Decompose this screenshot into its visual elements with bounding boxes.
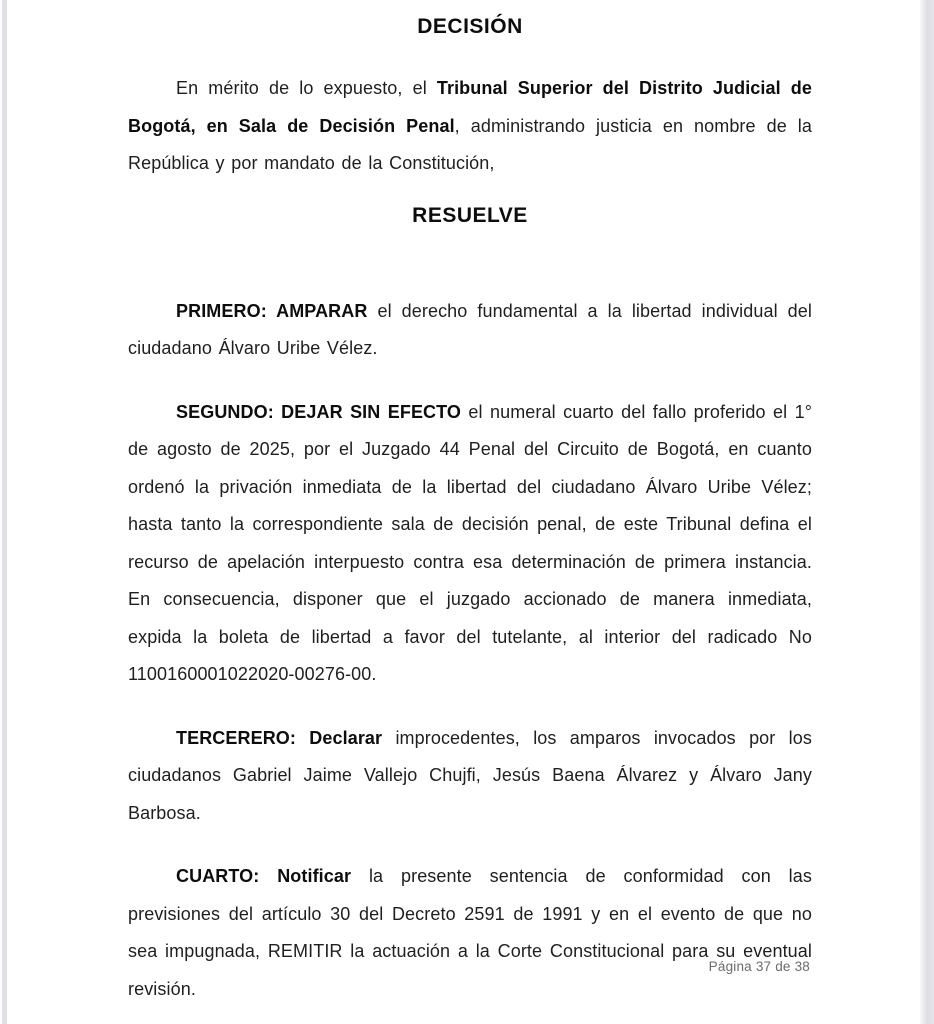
intro-text-post: , administrando justicia en nombre de la República y por mandato de la Constitución,: [128, 115, 812, 173]
tribunal-name-bold: Tribunal Superior del Distrito Judicial de Bogotá, en Sala de Decisión Penal: [128, 78, 813, 136]
decision-heading: DECISIÓN: [417, 15, 523, 38]
intro-text-pre: En mérito de lo expuesto, el: [176, 78, 437, 98]
ordinal-primero-paragraph: [128, 293, 812, 368]
ordinal-cuarto-lead: CUARTO: Notificar: [176, 866, 352, 886]
ordinal-primero-body: el derecho fundamental a la libertad individual del ciudadano Álvaro Uribe Vélez.: [128, 300, 813, 358]
ordinal-primero-lead: PRIMERO: AMPARAR: [176, 300, 368, 321]
ordinal-cuarto-body: la presente sentencia de conformidad con las previsiones del artículo 30 del Decreto 2591 de 1991 y en el evento de que no sea impugnada, REMITIR la actuación a la Corte Constitucional para su eventual revisión.: [128, 866, 812, 999]
ordinal-tercero-lead: TERCERERO: Declarar: [176, 727, 383, 748]
ordinal-tercero-body: improcedentes, los amparos invocados por los ciudadanos Gabriel Jaime Vallejo Chujfi, Jesús Baena Álvarez y Álvaro Jany Barbosa.: [128, 727, 812, 823]
ordinal-segundo-paragraph: [128, 394, 812, 694]
ordinal-segundo-lead: SEGUNDO: DEJAR SIN EFECTO: [176, 401, 462, 422]
page-number: Página 37 de 38: [708, 959, 810, 974]
ordinal-tercero-paragraph: [128, 720, 812, 833]
resuelve-heading: RESUELVE: [412, 203, 528, 227]
ordinal-segundo-body: el numeral cuarto del fallo proferido el 1° de agosto de 2025, por el Juzgado 44 Penal del Circuito de Bogotá, en cuanto ordenó la privación inmediata de la libertad del ciudadano Álvaro Uribe Vélez; hasta tanto la correspondiente sala de decisión penal, de este Tribunal defina el recurso de apelación interpuesto contra esa determinación de primera instancia. En consecuencia, disponer que el juzgado accionado de manera inmediata, expida la boleta de libertad a favor del tutelante, al interior del radicado No 1100160001022020-00276-00.: [128, 401, 812, 684]
intro-paragraph: [128, 70, 812, 183]
ordinal-cuarto-paragraph: [128, 858, 812, 1008]
